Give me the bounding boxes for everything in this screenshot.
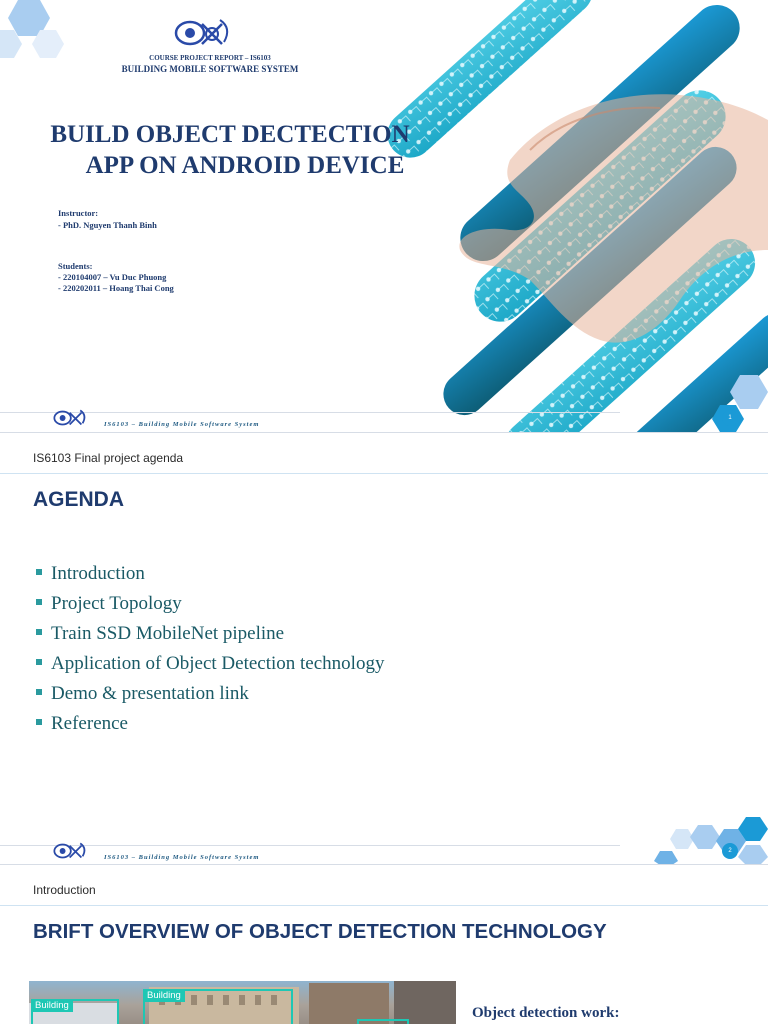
square-bullet-icon xyxy=(36,689,42,695)
hand-circuit-illustration xyxy=(380,0,768,432)
square-bullet-icon xyxy=(36,719,42,725)
square-bullet-icon xyxy=(36,569,42,575)
page-title: BRIFT OVERVIEW OF OBJECT DETECTION TECHNOLOGY xyxy=(33,920,607,943)
square-bullet-icon xyxy=(36,599,42,605)
slide-1-title-line-2: APP ON ANDROID DEVICE xyxy=(85,152,405,179)
agenda-list xyxy=(36,559,384,739)
page-number-badge: 2 xyxy=(722,843,738,859)
slide-3-introduction xyxy=(0,864,768,1024)
detection-label: Building xyxy=(143,989,185,1002)
students-heading: Students: xyxy=(58,261,93,271)
object-detection-example-image xyxy=(29,981,456,1024)
slide-header: IS6103 Final project agenda xyxy=(33,451,184,465)
agenda-item: Reference xyxy=(36,709,384,739)
agenda-item: Introduction xyxy=(36,559,384,589)
object-detection-work-heading: Object detection work: xyxy=(472,1005,620,1021)
slide-1-title xyxy=(0,0,768,432)
square-bullet-icon xyxy=(36,629,42,635)
instructor-heading: Instructor: xyxy=(58,208,99,218)
footer-course-text: IS6103 – Building Mobile Software System xyxy=(104,854,260,861)
slide-1-title-line-1: BUILD OBJECT DECTECTION xyxy=(50,121,410,148)
slide-header: Introduction xyxy=(33,883,96,897)
page-number-badge: 1 xyxy=(722,410,738,426)
footer-divider xyxy=(0,845,620,846)
university-logo-icon xyxy=(172,16,240,50)
header-divider xyxy=(0,905,768,906)
detection-box xyxy=(357,1019,409,1024)
footer-logo-icon xyxy=(52,841,92,861)
agenda-item: Application of Object Detection technology xyxy=(36,649,384,679)
student-item-1: - 220104007 – Vu Duc Phuong xyxy=(58,272,167,282)
hexagon-decoration-top-left xyxy=(0,0,70,70)
course-report-line: COURSE PROJECT REPORT – IS6103 xyxy=(149,54,271,62)
student-item-2: - 220202011 – Hoang Thai Cong xyxy=(58,283,174,293)
agenda-item: Project Topology xyxy=(36,589,384,619)
header-divider xyxy=(0,473,768,474)
agenda-item: Train SSD MobileNet pipeline xyxy=(36,619,384,649)
detection-box xyxy=(31,999,119,1024)
footer-logo-icon xyxy=(52,408,92,428)
detection-box xyxy=(143,989,293,1024)
instructor-name: - PhD. Nguyen Thanh Binh xyxy=(58,220,157,230)
course-name-line: BUILDING MOBILE SOFTWARE SYSTEM xyxy=(121,64,299,74)
square-bullet-icon xyxy=(36,659,42,665)
hexagon-decoration-bottom-right xyxy=(650,815,768,864)
agenda-item: Demo & presentation link xyxy=(36,679,384,709)
footer-divider xyxy=(0,412,620,413)
footer-course-text: IS6103 – Building Mobile Software System xyxy=(104,421,260,428)
page-title: AGENDA xyxy=(33,488,125,511)
detection-label: Building xyxy=(31,999,73,1012)
slide-2-agenda xyxy=(0,432,768,864)
